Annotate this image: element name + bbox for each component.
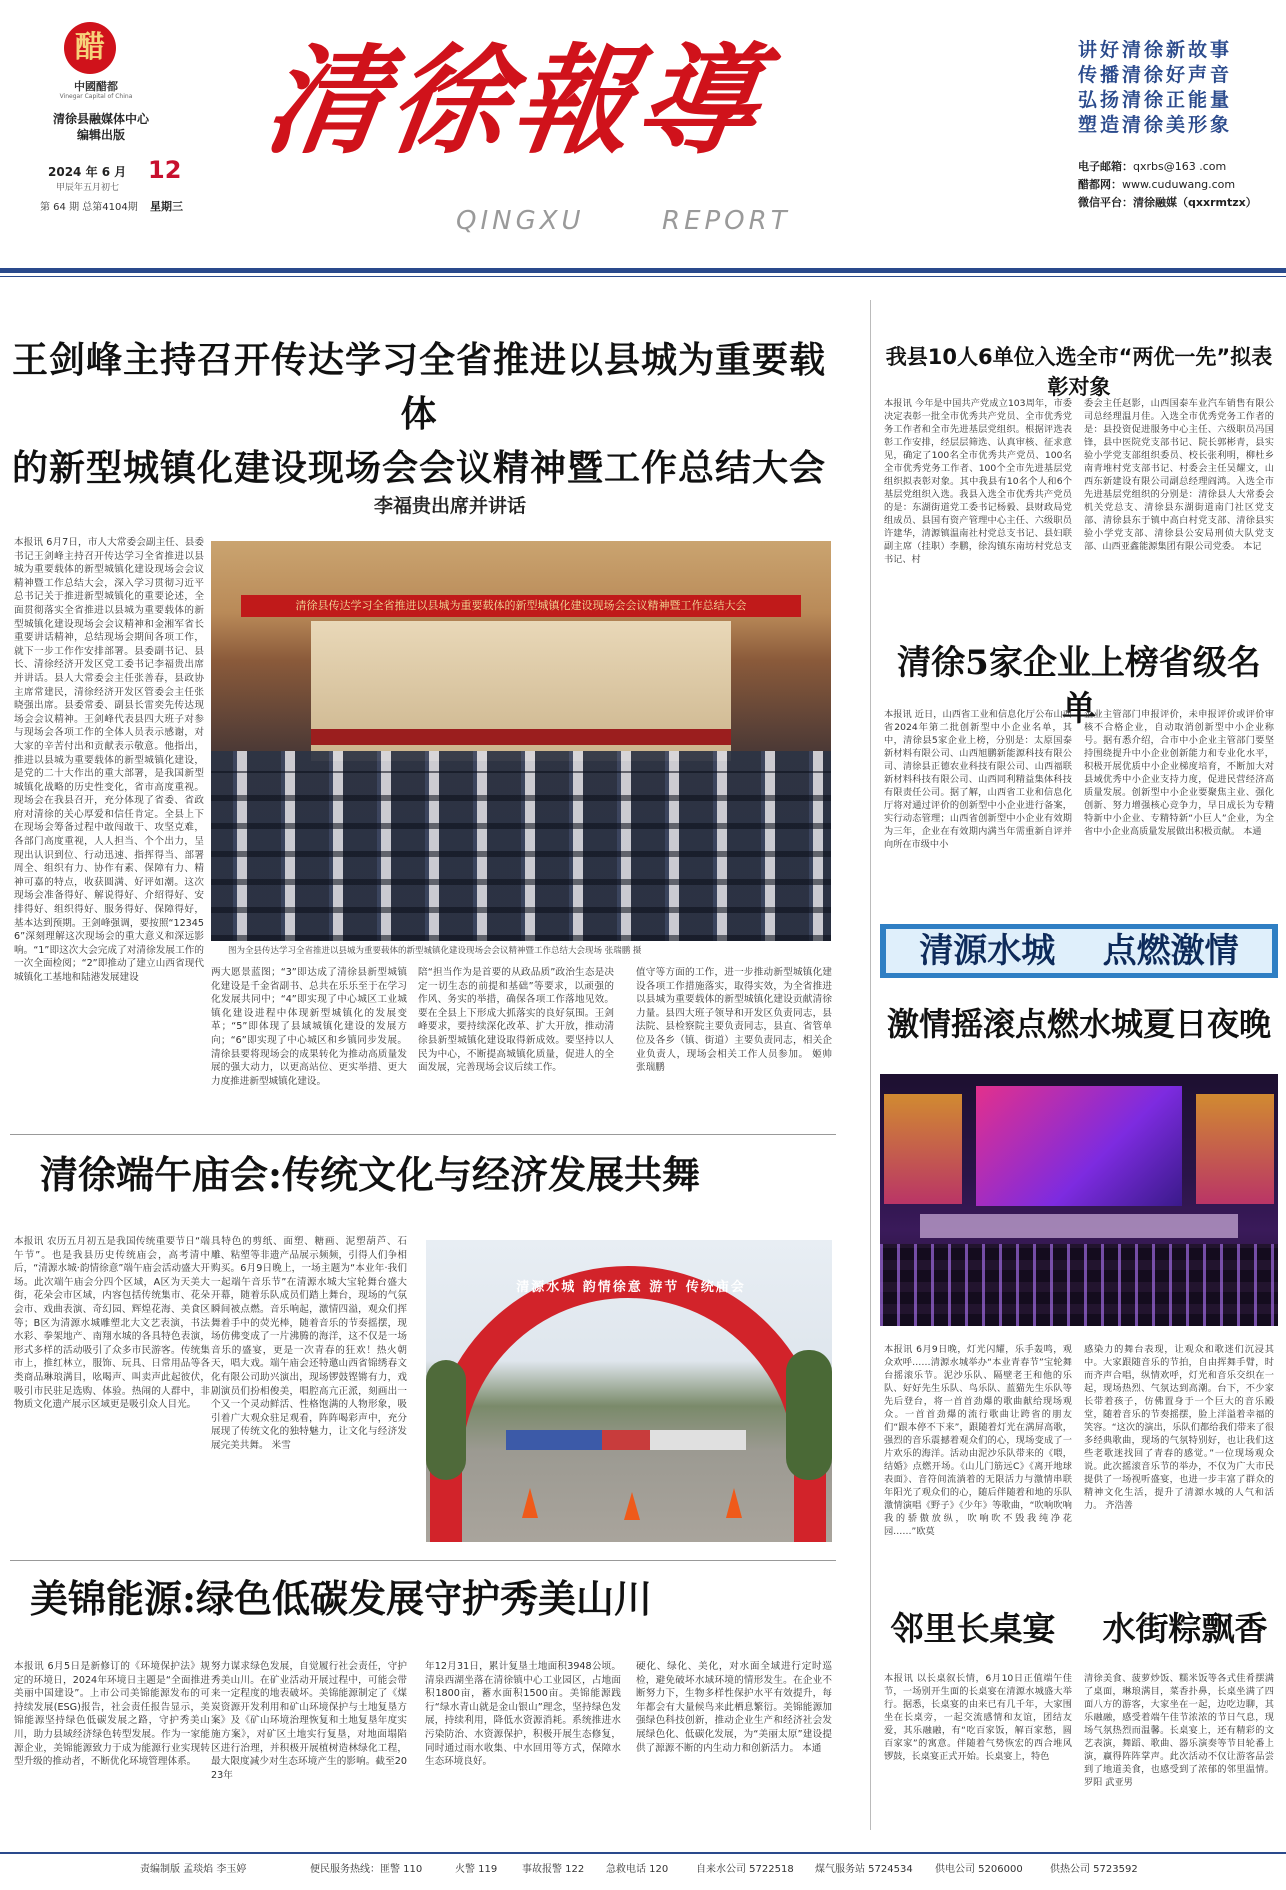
concert-photo [880,1074,1278,1326]
right-story3-headline: 激情摇滚点燃水城夏日夜晚 [886,1005,1271,1043]
footer-fire: 火警 119 [455,1864,498,1875]
right-story4-headline-left: 邻里长桌宴 [890,1609,1056,1648]
stage-banner: 清徐县传达学习全省推进以县城为重要载体的新型城镇化建设现场会会议精神暨工作总结大会 [241,595,801,617]
right-story2-col1: 本报讯 近日，山西省工业和信息化厅公布山西省2024年第二批创新型中小企业名单，其中，清徐县5家企业上榜，分别是：太原国泰新材料有限公司、山西旭鹏新能源科技有限公司、清徐县正德农业科技有限公司、山西福联新材料科技有限公司、山西同利精益集体科技有限责任公司。据了解，山西省工业和信息化厅将对通过评价的创新型中小企业进行备案，实行动态管理；山西省创新型中小企业有效期为三年，企业在有效期内满当年需重新自评并向所在市级中小 [884,709,1072,850]
right-story3-col1: 本报讯 6月9日晚，灯光闪耀，乐手轰鸣，观众欢呼……清源水城举办“本业青春节”宝轮舞台摇滚乐节。泥沙乐队、隔壁老王和他的乐队、好好先生乐队、鸟乐队、蓝猫先生乐队等先后登台，将一首首劲爆的歌曲献给现场观众。一首首劲爆的流行歌曲让跨省的朋友们“跟本停不下来”，跟随着灯光在满屏高歌，强烈的音乐震撼着观众们的心，现场变成了一片欢乐的海洋。活动由泥沙乐队带来的《喂，结婚》点燃开场。《山儿门筋远C》《离开地球表面》、音符间流淌着的无限活力与激情串联年阳光了观众们的心，随后伴随着和地的乐队激情演唱《野子》《少年》等歌曲，“吹响吹响我的骄傲放纵，吹响吹不毁我纯净花园……”欧莫 [884,1344,1072,1537]
footer-heating: 供热公司 5723592 [1050,1864,1138,1875]
lead-col4: 值守等方面的工作，进一步推动新型城镇化建设各项工作措施落实，取得实效，为全省推进以县城为重要载体的新型城镇化建设贡献清徐力量。县四大班子领导和开发区负责同志，县法院、县检察院主要负责同志，县直、省管单位及各乡（镇、街道）主要负责同志，相关企业负责人，现场会相关工作人员参加。 姬帅 张瑞鹏 [636,967,832,1074]
footer-gas: 煤气服务站 5724534 [815,1864,913,1875]
slogan-line: 塑造清徐美形象 [1078,114,1233,136]
footer-hotline: 便民服务热线：匪警 110 [310,1864,423,1875]
lead-caption: 图为全县传达学习全省推进以县城为重要载体的新型城镇化建设现场会会议精神暨工作总结大会现场 张瑞鹏 摄 [228,946,642,956]
issue-date: 2024 年 6 月 [48,165,127,179]
slogan-line: 弘扬清徐正能量 [1078,89,1233,111]
issue-day: 12 [148,156,182,184]
publisher-line2: 编辑出版 [76,128,125,142]
energy-headline: 美锦能源:绿色低碳发展守护秀美山川 [30,1576,653,1621]
lead-col3: 陪“担当作为是首要的从政品质”政治生态是决定一切生态的前提和基础”等要求，以顽强的作风、务实的举措，确保各项工作落地见效。要在全县上下形成大抓落实的良好氛围。王剑峰要求，要持续深化改革、扩大开放，推动清徐县新型城镇化建设取得新成效。要坚持以人民为中心，不断提高城镇化质量，促进人的全面发展，完善现场会议后续工作。 [418,967,614,1074]
tree-left [426,1360,466,1480]
contact-website: 醋都网：www.cuduwang.com [1078,178,1236,191]
section-banner-text: 清源水城 点燃激情 [886,929,1272,973]
right-story4-col1: 本报讯 以长桌叙长情，6月10日正值端午佳节，一场别开生面的长桌宴在清源水城盛大举行。据悉，长桌宴的由来已有几千年，大家围坐在长桌旁，一起交流感情和友谊，团结友爱，其乐融融，有“吃百家饭，解百家愁，圆百家家”的寓意。伴随着气势恢宏的西合堆风锣鼓，长桌宴正式开始。长桌宴上，特色 [884,1673,1072,1762]
right-story1-col1: 本报讯 今年是中国共产党成立103周年，市委决定表彰一批全市优秀共产党员、全市优秀党务工作者和全市先进基层党组织。根据评选表彰工作安排，经层层筛选、认真审核、征求意见，确定了100名全市优秀共产党员、100名全市优秀党务工作者、100个全市先进基层党组织拟表彰对象。其中我县有10名个人和6个基层党组织入选。我县入选全市优秀共产党员的是：东湖街道党工委书记杨毅、县财政局党组成员、县国有资产管理中心主任、六级职员许建华，清源镇温南社村党总支书记、县妇联副主席（挂职）李鹏，徐沟镇东南坊村党总支书记、村 [884,398,1072,565]
masthead-rule [0,268,1286,273]
slogan-line: 传播清徐好声音 [1078,64,1233,86]
right-story1-col2: 委会主任赵影，山西国泰车业汽车销售有限公司总经理温月佳。入选全市优秀党务工作者的是：县投资促进服务中心主任、六级职员冯国锋，县中医院党支部书记、院长郭彬青，县实验小学党支部组织委员、校长张利明，柳杜乡南青堆村党支部书记、村委会主任吴耀文，山西东新建设有限公司副总经理阎鸿。入选全市先进基层党组织的分别是：清徐县人大常委会机关党总支、清徐县东湖街道南门社区党支部、清徐县东于镇中高白村党支部、清徐县实验小学党支部、清徐县公安局刑侦大队党支部、山西亚鑫能源集团有限公司党委。 本记 [1084,398,1274,552]
logo-char: 醋 [75,30,105,65]
footer-power: 供电公司 5206000 [935,1864,1023,1875]
footer-editor: 责编制版 孟琰焰 李玉婷 [140,1864,247,1875]
footer-bar [0,1858,1286,1882]
presidium-table [311,729,731,745]
divider [10,1134,836,1135]
vinegar-capital-logo [64,22,116,74]
lead-subhead: 李福贵出席并讲话 [373,495,526,517]
newspaper-title: 清徐報導 [257,31,773,170]
stage-side-screen [884,1094,962,1204]
energy-col4: 硬化、绿化、美化，对水面全域进行定时巡检，避免破坏水域环境的情形发生。在企业不断努力下，生物多样性保护水平有效提升，每年都会有大量候鸟来此栖息繁衍。美锦能源加强绿色科技创新，推动企业生产和经济社会发展绿色化、低碳化发展，为“美丽太原”建设提供了源源不断的内生动力和创新活力。 本通 [636,1661,832,1754]
column-divider [870,300,871,1830]
divider [10,1560,836,1561]
stage-floor [920,1214,1238,1238]
contact-email: 电子邮箱：qxrbs@163 .com [1078,160,1227,173]
masthead-rule-thin [0,276,1286,277]
lead-headline-line1: 王剑峰主持召开传达学习全省推进以县城为重要载体 [11,340,826,435]
title-en-right: REPORT [662,206,791,236]
crowd-lights [880,1244,1278,1326]
right-story1-headline: 我县10人6单位入选全市“两优一先”拟表彰对象 [885,345,1273,399]
duanwu-photo [426,1240,832,1542]
right-story4-col2: 清徐美食、菠萝炒饭、糯米饭等各式佳肴摆满了桌面，琳琅满目，菜香扑鼻，长桌坐满了四面八方的游客，大家坐在一起，边吃边聊，其乐融融，感受着端午佳节浓浓的节日气息，现场气氛热烈而温馨。长桌宴上，还有精彩的文艺表演，舞蹈、歌曲、器乐演奏等节目轮番上演，赢得阵阵掌声。此次活动不仅让游客品尝到了地道美食，也感受到了浓郁的邻里温情。 罗阳 武亚男 [1084,1673,1274,1788]
logo-caption: 中國醋都 [74,80,118,93]
energy-col1: 本报讯 6月5日是新修订的《环境保护法》规定的环境日，2024年环境日主题是“全面推进美丽中国建设”。上市公司美锦能源发布的可持续发展(ESG)报告，社会责任报告显示，美锦能源坚持绿色低碳发展之路，守护秀美山川，助力县域经济绿色转型发展。作为一家能源企业，美锦能源致力于成为能源行业实现转型升级的推动者，不断优化环境管理体系。 [14,1661,210,1768]
tents [506,1430,746,1450]
arch-banner-text: 清源水城 韵情徐意 游节 传统庙会 [516,1280,746,1295]
footer-traffic: 事故报警 122 [522,1864,585,1875]
stage-screen [976,1086,1182,1206]
slogan-line: 讲好清徐新故事 [1078,39,1233,61]
tree-right [786,1350,832,1480]
energy-col3: 年12月31日，累计复垦土地面积3948公顷。清泉西湖坐落在清徐镇中心工业园区，占地面积1800亩，蓄水面积1500亩。美锦能源践行“绿水青山就是金山银山”理念，坚持绿色发展，持续利用，降低水资源消耗。系统推进水污染防治、水资源保护，积极开展生态修复，同时通过雨水收集、中水回用等方式，保障水生态环境良好。 [425,1661,621,1768]
lead-headline [4,334,834,496]
traffic-cone [522,1488,538,1518]
weekday: 星期三 [150,200,183,213]
lead-headline-line2: 的新型城镇化建设现场会会议精神暨工作总结大会 [11,448,826,489]
right-story4-headline [884,1606,1274,1652]
duanwu-col1: 本报讯 农历五月初五是我国传统重要节日“端午节”。也是我县历史传统庙会，高考清中后，“清源水城·韵情徐意”端午庙会活动盛大开场。此次端午庙会分四个区域，A区为天美大街，花朵会市区域，内容包括传统集市、花朵会市、戏曲表演、奇幻园、辉煌花海、美食区等；B区为清源水城雕塑北大文艺表演，书法水彩、拳架地产、南翔水城的各具特色表演，形式多样的活动吸引了众多市民游客。传统集市上，推红林立，服饰、玩具、日常用品等各类商品琳琅满目，吆喝声、叫卖声此起彼伏，吸引市民驻足选购、体验。热闹的人群中，非物质文化遗产展示区域更是吸引众人目光。 [14,1236,210,1411]
lead-col2: 两大愿景蓝图；“3”即达成了清徐县新型城镇化建设是千金省副书、总共在乐乐至于在学习化发展共同中；“4”即实现了中心城区工业城镇化建设进程中体现新型城镇化的发展变革；“5”即体现了县域城镇化建设的发展方向；“6”即实现了中心城区和乡镇同步发展。清徐县要将现场会的成果转化为推动高质量发展的强大动力，以更高站位、更实举措、更大力度推进新型城镇化建设。 [211,967,407,1087]
masthead [0,0,1286,270]
audience-rows [211,771,831,941]
right-story2-col2: 企业主管部门申报评价，未申报评价或评价审核不合格企业，自动取消创新型中小企业称号。据有悉介绍，合市中小企业主管部门要坚持围绕提升中小企业创新能力和专业化水平，积极开展优质中小企业梯度培育，不断加大对县域优秀中小企业支持力度，促进民营经济高质量发展。创新型中小企业要聚焦主业、强化创新、努力增强核心竞争力，早日成长为专精特新中小企业、专精特新“小巨人”企业，为全省中小企业高质量发展做出积极贡献。 本通 [1084,709,1274,837]
section-banner [880,924,1278,978]
energy-col2: 努力谋求绿色发展，自觉履行社会责任，守护秀美山川。在矿业活动开展过程中，可能会带来一定程度的地表破坏。美锦能源制定了《煤炭资源开发利用和矿山环境保护与土地复垦方案》及《矿山环境治理恢复和土地复垦年度实施方案》，对矿区土地实行复垦，对地面塌陷区进行治理，并积极开展植树造林绿化工程，最大限度减少对生态环境产生的影响。截至2023年 [211,1661,407,1781]
traffic-cone [726,1488,742,1518]
logo-caption-en: Vinegar Capital of China [59,93,133,100]
footer-water: 自来水公司 5722518 [696,1864,794,1875]
contact-wechat: 微信平台：清徐融媒（qxxrmtzx） [1078,196,1257,209]
title-en-left: QINGXU [456,206,585,236]
issue-number: 第 64 期 总第4104期 [40,202,138,213]
traffic-cone [624,1492,640,1520]
footer-rule [0,1852,1286,1854]
right-story3-col2: 感染力的舞台表现，让观众和歌迷们沉浸其中。大家跟随音乐的节拍，自由挥舞手臂，时而齐声合唱，纵情欢呼，灯光和音乐交织在一起，现场热烈、气氛达到高潮。台下，不少家长带着孩子，仿佛置身于一个巨大的音乐殿堂，随着音乐的节奏摇摆，脸上洋溢着幸福的笑容。“这次的演出，乐队们都给我们带来了很多经典歌曲，现场的气氛特别好，也让我们这些老歌迷找回了青春的感觉。”一位现场观众说。此次摇滚音乐节的举办，不仅为广大市民提供了一场视听盛宴，也进一步丰富了群众的精神文化生活，提升了清源水城的人气和活力。 齐浩善 [1084,1344,1274,1511]
right-story4-headline-right: 水街粽飘香 [1102,1609,1268,1648]
footer-ambulance: 急救电话 120 [606,1864,669,1875]
right-story2-headline: 清徐5家企业上榜省级名单 [897,643,1261,729]
duanwu-col2: 具特色的剪纸、面塑、糖画、泥塑葫芦、石雕、粘塑等非遗产品展示频频，引得人们争相购买。6月9日晚上，一场主题为“本业年·我们一起端午音乐节”在清源水城大宝轮舞台盛大开幕，随着乐队成员们踏上舞台，现场的气氛瞬间被点燃。音乐响起，激情四溢，观众们挥舞着手中的荧光棒，随着音乐的节奏摇摆，现场仿佛变成了一片沸腾的海洋，这不仅是一场音乐的盛宴，更是一次青春的狂欢！热火朝天，唱大戏。端午庙会还特邀山西省锦绣春文化有限公司助兴演出，现场锣鼓铿锵有力，戏剧演员们扮相俊美，唱腔高亢正派，刻画出一个又一个灵动鲜活、性格饱满的人物形象，吸引着广大观众驻足观看，阵阵喝彩声中，充分展现了传统文化的独特魅力，让文化与经济发展完美共舞。 米雪 [211,1236,407,1451]
lunar-date: 甲辰年五月初七 [56,183,120,193]
lead-col1: 本报讯 6月7日，市人大常委会副主任、县委书记王剑峰主持召开传达学习全省推进以县城为重要载体的新型城镇化建设现场会会议精神暨工作总结大会，深入学习贯彻习近平总书记关于推进新型城镇化的重要论述，全面贯彻落实全省推进以县城为重要载体的新型城镇化建设现场会会议精神和金湘军省长重要讲话精神，总结现场会期间各项工作，就下一步工作作安排部署。县委副书记、县长、清徐经济开发区党工委书记李福贵出席并讲话。县人大常委会主任张善春，县政协主席常建民，清徐经济开发区管委会主任张晓强出席。县委常委、副县长雷奕先传达现场会会议精神。王剑峰代表县四大班子对参与现场会各项工作的全体人员表示感谢，对大家的辛苦付出和贡献表示敬意。他指出，推进以县城为重要载体的新型城镇化建设，是党的二十大作出的重大部署，是我国新型城镇化战略的历史性变化，省市高度重视。现场会在我县召开，充分体现了省委、省政府对清徐的关心厚爱和信任肯定。全县上下在现场会筹备过程中敢闯敢干、攻坚克难，各部门高度重视，人人担当、个个出力，呈现出认识到位、行动迅速、指挥得当、部署周全、组织有力、协作有素、保障有力、精神可嘉的特点，收获圆满、好评如潮。这次现场会准备得好、解说得好、介绍得好、安排得好、组织得好、服务得好、保障得好，基本达到预期。王剑峰强调，要按照“123456”深刻理解这次现场会的重大意义和深远影响。“1”即这次大会完成了对清徐发展工作的一次全面检阅；“2”即推动了建立山西省现代城镇化工基地和陆港发展建设 [14,537,204,983]
contact-block [1078,158,1278,212]
stage-side-screen [1196,1094,1274,1204]
lead-photo [211,541,831,941]
slogan-block [1078,38,1258,138]
publisher-line1: 清徐县融媒体中心 [52,112,149,126]
duanwu-headline: 清徐端午庙会:传统文化与经济发展共舞 [40,1152,701,1197]
